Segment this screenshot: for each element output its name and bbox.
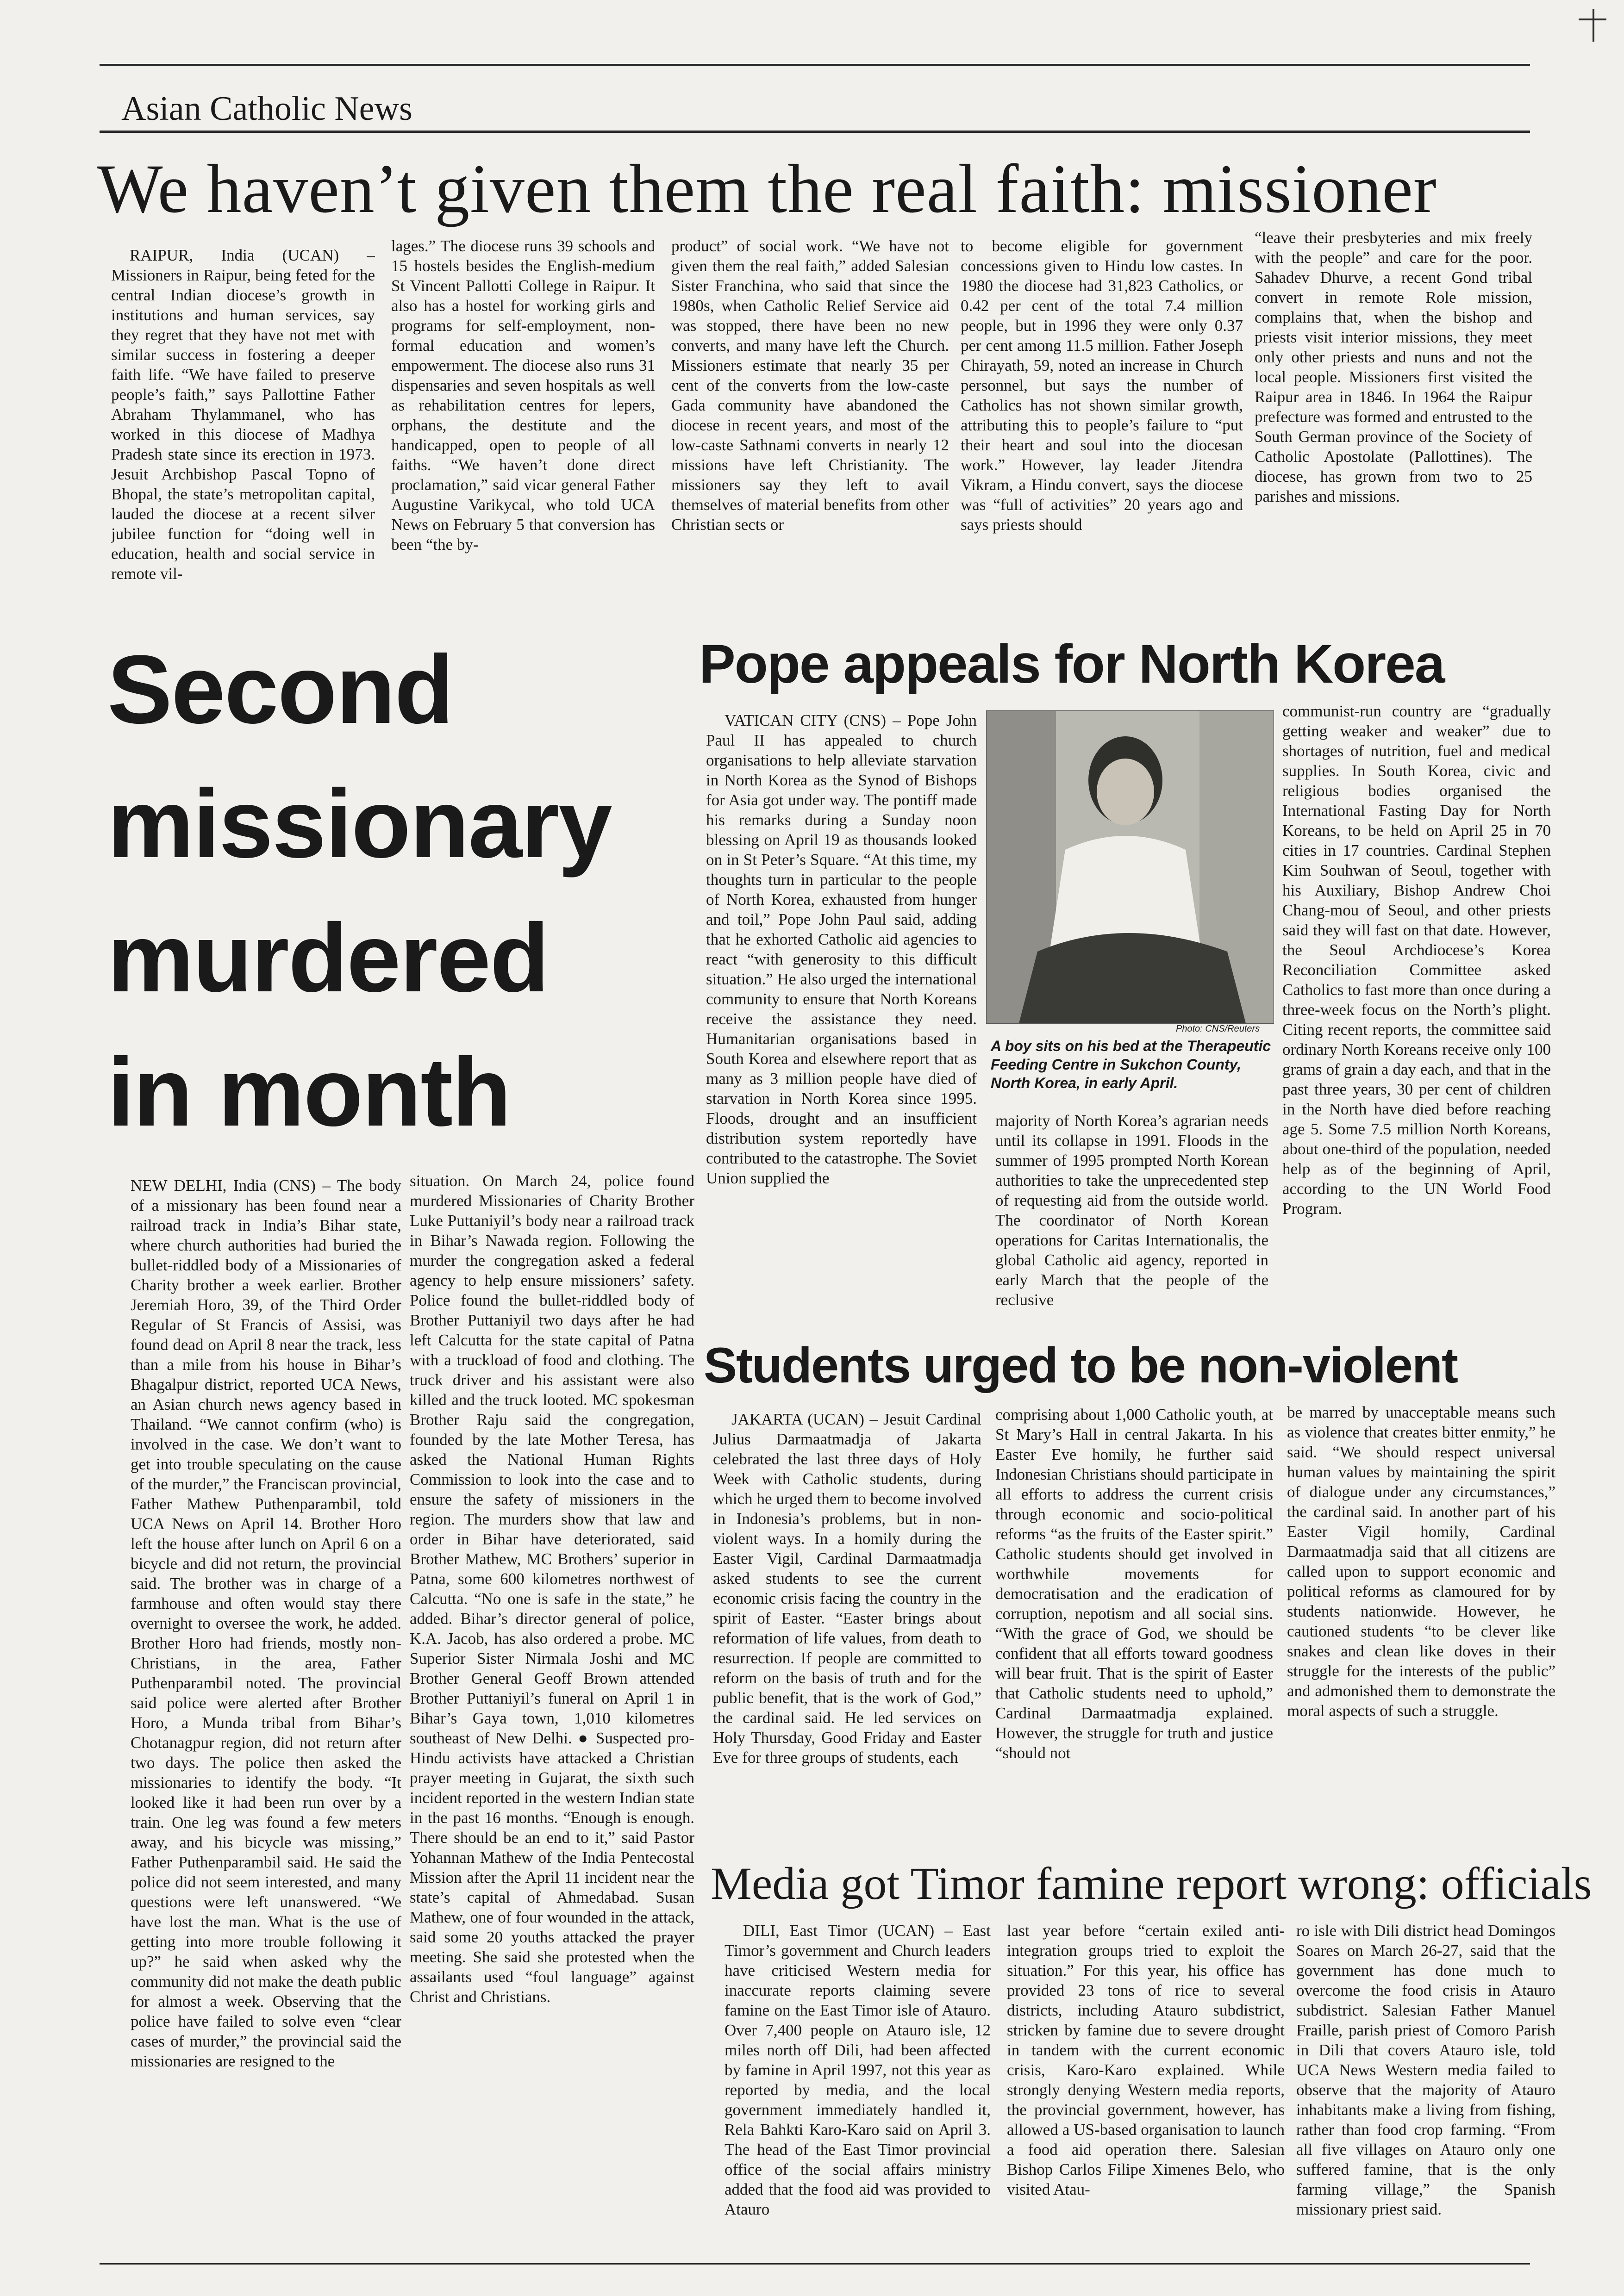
corner-mark <box>1593 9 1594 42</box>
corner-mark-h <box>1579 19 1606 20</box>
missioner-col-5: “leave their presbyteries and mix freely with the people” and care for the poor. Sahadev Dhurve, a recent Gond tribal convert in remote Role mission, complains that, when the bishop and priests visit interior missions, they meet only other priests and nuns and not the local people. Missioners first visited the Raipur area in 1846. In 1964 the Raipur prefecture was formed and entrusted to the South German province of the Society of Catholic Apostolate (Pallottines). The diocese, has grown from two to 25 parishes and missions. <box>1255 229 1532 505</box>
korea-photo <box>986 710 1274 1024</box>
missioner-col-3: product” of social work. “We have not given them the real faith,” added Salesian Sister Franchina, who said that since the 1980s, when Catholic Relief Service aid was stopped, there have been no new converts, and many have left the Church. Missioners estimate that nearly 35 per cent of the converts from the low-caste Gada community have abandoned the diocese in recent years, and most of the low-caste Sathnami converts in nearly 12 missions have left Christianity. The missioners say they left to avail themselves of material benefits from other Christian sects or <box>671 237 949 534</box>
students-col-1: JAKARTA (UCAN) – Jesuit Cardinal Julius Darmaatmadja of Jakarta celebrated the last three days of Holy Week with Catholic students, during which he urged them to become involved in Indonesia’s problems, but in non-violent ways. In a homily during the Easter Vigil, Cardinal Darmaatmadja asked students to see the current economic crisis facing the country in the spirit of Easter. “Easter brings about reformation of life values, from death to resurrection. If people are committed to reform on the basis of truth and for the public benefit, that is the work of God,” the cardinal said. He led services on Holy Thursday, Good Friday and Easter Eve for three groups of students, each <box>713 1410 981 1767</box>
korea-headline: Pope appeals for North Korea <box>699 634 1444 695</box>
bottom-rule <box>100 2263 1530 2265</box>
missioner-col-4: to become eligible for government concessions given to Hindu low castes. In 1980 the diocese had 31,823 Catholics, or 0.42 per cent of the total 7.4 million people, but in 1996 they were only 0.37 per cent among 11.5 million. Father Joseph Chirayath, 59, noted an increase in Church personnel, but says the number of Catholics has not shown similar growth, attributing this to people’s failure to “put their heart and soul into the diocesan work.” However, lay leader Jitendra Vikram, a Hindu convert, says the diocese was “full of activities” 20 years ago and says priests should <box>961 237 1243 534</box>
korea-col-1: VATICAN CITY (CNS) – Pope John Paul II has appealed to church organisations to help alleviate starvation in North Korea as the Synod of Bishops for Asia got under way. The pontiff made his remarks during a Sunday noon blessing on April 19 as thousands looked on in St Peter’s Square. “At this time, my thoughts turn in particular to the people of North Korea, exhausted from hunger and toil,” Pope John Paul said, adding that he exhorted Catholic aid agencies to react “with generosity to this difficult situation.” He also urged the international community to ensure that North Koreans receive the assistance they need. Humanitarian organisations based in South Korea and elsewhere report that as many as 3 million people have died of starvation in North Korea since 1995. Floods, drought and an insufficient distribution system reportedly have contributed to the catastrophe. The Soviet Union supplied the <box>706 711 977 1187</box>
students-headline: Students urged to be non-violent <box>704 1337 1457 1393</box>
section-rule <box>100 131 1530 133</box>
timor-headline: Media got Timor famine report wrong: officials <box>711 1858 1592 1909</box>
korea-photo-caption: A boy sits on his bed at the Therapeutic Feeding Centre in Sukchon County, North Korea, in early April. <box>991 1038 1271 1091</box>
murder-col-2: situation. On March 24, police found murdered Missionaries of Charity Brother Luke Puttaniyil’s body near a railroad track in Bihar’s Nawada region. Following the murder the congregation asked a federal agency to help ensure missioners’ safety. Police found the bullet-riddled body of Brother Puttaniyil two days after he had left Calcutta for the state capital of Patna with a truckload of food and clothing. The truck driver and his assistant were also killed and the truck looted. MC spokesman Brother Raju said the congregation, founded by the late Mother Teresa, has asked the National Human Rights Commission to look into the case and to ensure the safety of missioners in the region. The murders show that law and order in Bihar have deteriorated, said Brother Mathew, MC Brothers’ superior in Patna, some 600 kilometres northwest of Calcutta. “No one is safe in the state,” he added. Bihar’s director general of police, K.A. Jacob, has also ordered a probe. MC Superior Sister Nirmala Joshi and MC Brother General Geoff Brown attended Brother Puttaniyil’s funeral on April 1 in Bihar’s Gaya town, 1,010 kilometres southeast of New Delhi. ● Suspected pro-Hindu activists have attacked a Christian prayer meeting in Gujarat, the sixth such incident reported in the western Indian state in the past 16 months. “Enough is enough. There should be an end to it,” said Pastor Yohannan Mathew of the India Pentecostal Mission after the April 11 incident near the state’s capital of Ahmedabad. Susan Mathew, one of four wounded in the attack, said some 20 youths attacked the prayer meeting. She said she protested when the assailants used “foul language” against Christ and Christians. <box>410 1172 694 2006</box>
korea-col-3: communist-run country are “gradually getting weaker and weaker” due to shortages of nutrition, fuel and medical supplies. In South Korea, civic and religious bodies organised the International Fasting Day for North Koreans, to be held on April 25 in 70 cities in 17 countries. Cardinal Stephen Kim Souhwan of Seoul, together with his Auxiliary, Bishop Andrew Choi Chang-mou of Seoul, and other priests said they will fast on that date. However, the Seoul Archdiocese’s Korea Reconciliation Committee asked Catholics to fast more than once during a three-week focus on the North’s plight. Citing recent reports, the committee said ordinary North Koreans receive only 100 grams of grain a day each, and that in the past three years, 30 per cent of children in the North have died before reaching age 5. Some 7.5 million North Koreans, about one-third of the population, needed help as of the beginning of April, according to the UN World Food Program. <box>1282 702 1551 1218</box>
missioner-col-2: lages.” The diocese runs 39 schools and 15 hostels besides the English-medium St Vincent Pallotti College in Raipur. It also has a hostel for working girls and programs for self-employment, non-formal education and women’s empowerment. The diocese also runs 31 dispensaries and seven hospitals as well as rehabilitation centres for lepers, orphans, the destitute and the handicapped, open to people of all faiths. “We haven’t done direct proclamation,” said vicar general Father Augustine Varikycal, who told UCA News on February 5 that conversion has been “the by- <box>391 237 655 554</box>
timor-col-3: ro isle with Dili district head Domingos Soares on March 26-27, said that the government has done much to overcome the food crisis in Atauro subdistrict. Salesian Father Manuel Fraille, parish priest of Comoro Parish in Dili that covers Atauro isle, told UCA News Western media failed to observe that the majority of Atauro inhabitants make a living from fishing, rather than food crop farming. “From all five villages on Atauro only one suffered famine, that is the only farming village,” the Spanish missionary priest said. <box>1296 1922 1555 2218</box>
section-title: Asian Catholic News <box>121 90 412 128</box>
korea-photo-credit: Photo: CNS/Reuters <box>1176 1024 1260 1034</box>
murder-headline-line-2: missionary <box>107 769 612 878</box>
boy-photo-illustration <box>987 711 1274 1023</box>
korea-col-2: majority of North Korea’s agrarian needs until its collapse in 1991. Floods in the summer of 1995 prompted North Korean authorities to take the unprecedented step of requesting aid from the outside world. The coordinator of North Korean operations for Caritas Internationalis, the global Catholic aid agency, reported in early March that the people of the reclusive <box>995 1112 1268 1309</box>
timor-col-2: last year before “certain exiled anti-integration groups tried to exploit the situation.” For this year, his office has provided 23 tons of rice to several districts, including Atauro subdistrict, stricken by famine due to severe drought in tandem with the current economic crisis, Karo-Karo explained. While strongly denying Western media reports, the provincial government, however, has allowed a US-based organisation to launch a food aid operation there. Salesian Bishop Carlos Filipe Ximenes Belo, who visited Atau- <box>1007 1922 1285 2198</box>
timor-col-1: DILI, East Timor (UCAN) – East Timor’s government and Church leaders have criticised Western media for inaccurate reports claiming severe famine on the East Timor isle of Atauro. Over 7,400 people on Atauro isle, 12 miles north off Dili, had been affected by famine in April 1997, not this year as reported by media, and the local government immediately handled it, Rela Bahkti Karo-Karo said on April 3. The head of the East Timor provincial office of the social affairs ministry added that the food aid was provided to Atauro <box>725 1922 991 2218</box>
murder-headline-line-4: in month <box>107 1038 511 1146</box>
students-col-2: comprising about 1,000 Catholic youth, at St Mary’s Hall in central Jakarta. In his Easter Eve homily, he further said Indonesian Christians should participate in all efforts to address the current crisis through economic and socio-political reforms “as the fruits of the Easter spirit.” Catholic students should get involved in worthwhile movements for democratisation and the eradication of corruption, nepotism and all social sins. “With the grace of God, we should be confident that all efforts toward goodness will bear fruit. That is the spirit of Easter that Catholic students need to uphold,” Cardinal Darmaatmadja explained. However, the struggle for truth and justice “should not <box>995 1406 1273 1762</box>
missioner-headline: We haven’t given them the real faith: missioner <box>97 150 1437 227</box>
missioner-col-1: RAIPUR, India (UCAN) – Missioners in Raipur, being feted for the central Indian diocese’s growth in institutions and human services, say they regret that they have not met with similar success in fostering a deeper faith life. “We have failed to preserve people’s faith,” says Pallottine Father Abraham Thylammanel, who has worked in this diocese of Madhya Pradesh state since its erection in 1973. Jesuit Archbishop Pascal Topno of Bhopal, the state’s metropolitan capital, lauded the diocese at a recent silver jubilee function for “doing well in education, health and social service in remote vil- <box>111 246 375 583</box>
murder-col-1: NEW DELHI, India (CNS) – The body of a missionary has been found near a railroad track in India’s Bihar state, where church authorities had buried the bullet-riddled body of a Missionaries of Charity brother a week earlier. Brother Jeremiah Horo, 39, of the Third Order Regular of St Francis of Assisi, was found dead on April 8 near the track, less than a mile from his house in Bihar’s Bhagalpur district, reported UCA News, an Asian church news agency based in Thailand. “We cannot confirm (who) is involved in the case. We don’t want to get into trouble speculating on the cause of the murder,” the Franciscan provincial, Father Mathew Puthenparambil, told UCA News on April 14. Brother Horo left the house after lunch on April 6 on a bicycle and did not return, the provincial said. The brother was in charge of a farmhouse and often would stay there overnight to oversee the work, he added. Brother Horo had friends, mostly non-Christians, in the area, Father Puthenparambil noted. The provincial said police were alerted after Brother Horo, a Munda tribal from Bihar’s Chotanagpur region, did not return after two days. The police then asked the missionaries to identify the body. “It looked like it had been run over by a train. One leg was found a few meters away, and his bicycle was missing,” Father Puthenparambil said. He said the police did not seem interested, and many questions were left unanswered. “We have lost the man. What is the use of getting into more trouble following it up?” he said when asked why the community did not make the death public for almost a week. Observing that the police have failed to solve even “clear cases of murder,” the provincial said the missionaries are resigned to the <box>131 1176 401 2070</box>
top-rule <box>100 64 1530 66</box>
students-col-3: be marred by unacceptable means such as violence that creates bitter enmity,” he said. “We should respect universal human values by maintaining the spirit of dialogue under any circumstances,” the cardinal said. In another part of his Easter Vigil homily, Cardinal Darmaatmadja said that all citizens are called upon to support economic and political reforms as clamoured for by students nationwide. However, he cautioned students “to be clever like snakes and clean like doves in their struggle for the interests of the public” and admonished them to demonstrate the moral aspects of such a struggle. <box>1287 1403 1555 1720</box>
murder-headline-line-1: Second <box>107 635 453 744</box>
murder-headline-line-3: murdered <box>107 903 549 1012</box>
